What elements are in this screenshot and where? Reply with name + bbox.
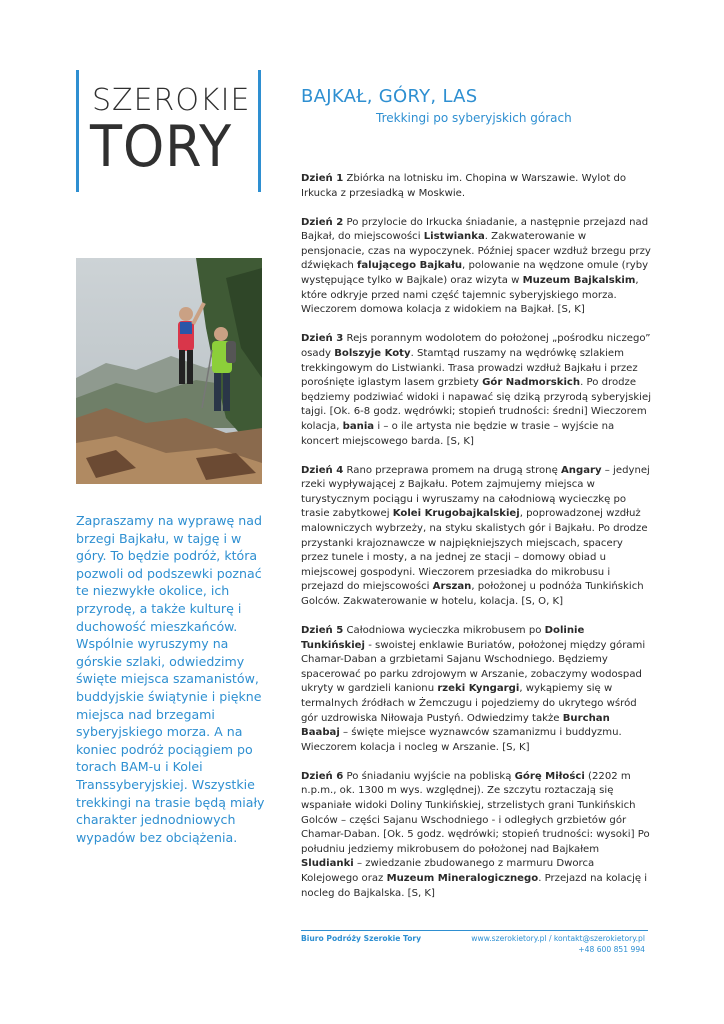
- day-text: , polowanie na wędzone omule (ryby występujące tylko w Bajkale) oraz wizyta w: [301, 260, 649, 287]
- day-highlight: Angary: [561, 464, 602, 476]
- day-highlight: falującego Bajkału: [356, 260, 463, 272]
- day-text: – święte miejsce wyznawców szamanizmu i buddyzmu. Wieczorem kolacja i nocleg w Arszanie. [S, K]: [301, 727, 622, 753]
- footer-contact-links[interactable]: www.szerokietory.pl / kontakt@szerokietory.pl: [471, 934, 645, 943]
- day-paragraph: [301, 216, 651, 318]
- day-highlight: Kolei Krugobajkalskiej: [392, 508, 520, 520]
- day-text: – jedynej rzeki wypływającej z Bajkału. Potem zajmujemy miejsca w turystycznym pociągu i wyruszamy na całodniową wycieczkę po trasie zabytkowej: [301, 464, 650, 520]
- day-text: - swoistej enklawie Buriatów, położonej między górami Chamar-Daban a grzbietami Sajanu Wschodniego. Będziemy spacerować po parku zdrojowym w Arszanie, zobaczymy wodospad ukryty w gardzieli kanionu: [301, 639, 646, 695]
- day-highlight: Arszan: [432, 581, 472, 593]
- day-highlight: Dzień 4: [301, 464, 344, 476]
- day-text: . Po drodze będziemy podziwiać widoki i napawać się dziką przyrodą syberyjskiej tajgi. [Ok. 6-8 godz. wędrówki; stopień trudności: średni] Wieczorem kolacja,: [301, 377, 651, 432]
- day-text: . Stamtąd ruszamy na wędrówkę szlakiem trekkingowym do Listwianki. Trasa prowadzi wzdłuż Bajkału i przez porośnięte iglastym lasem grzbiety: [301, 347, 638, 389]
- day-paragraph: [301, 464, 651, 610]
- day-highlight: Dolinie Tunkińskiej: [301, 625, 585, 651]
- day-text: Rejs porannym wodolotem do położonej „pośrodku niczego” osady: [301, 333, 651, 359]
- day-text: . Zakwaterowanie w pensjonacie, czas na wypoczynek. Później spacer wzdłuż brzegu przy dźwiękach: [301, 231, 651, 272]
- day-paragraph: [301, 332, 651, 449]
- day-text: , poprowadzonej wzdłuż malowniczych wybrzeży, na styku skalistych gór i Bajkału. Po drodze przystanki krajoznawcze w najpiękniejszych miejscach, spacery przez tunele i mosty, a na jednej ze stacji – domowy obiad u miejscowej gospodyni. Wieczorem przesiadka do mikrobusu i przejazd do miejscowości: [301, 508, 648, 593]
- day-highlight: Górę Miłości: [514, 770, 585, 782]
- itinerary-days: [301, 172, 651, 916]
- logo-line-2: TORY: [90, 114, 233, 180]
- footer-phone: +48 600 851 994: [578, 944, 645, 954]
- day-highlight: Dzień 5: [301, 625, 344, 637]
- day-text: , położonej u podnóża Tunkińskich Golców. Zakwaterowanie w hotelu, kolacja. [S, O, K]: [301, 581, 644, 607]
- day-text: – zwiedzanie zbudowanego z marmuru Dworca Kolejowego oraz: [301, 858, 595, 885]
- footer-divider: [301, 930, 648, 931]
- day-text: , wykąpiemy się w termalnych źródłach w Żemczugu i pojedziemy do ukrytego wśród gór uzdrowiska Niłowaja Pustyń. Odwiedzimy także: [301, 683, 637, 724]
- day-highlight: bania: [342, 420, 375, 432]
- logo-line-1: SZEROKIE: [92, 83, 251, 118]
- day-text: Po śniadaniu wyjście na pobliską: [343, 770, 515, 782]
- day-highlight: Burchan Baabaj: [301, 712, 610, 739]
- day-highlight: Dzień 6: [301, 770, 344, 782]
- day-text: Rano przeprawa promem na drugą stronę: [343, 464, 561, 476]
- intro-text: Zapraszamy na wyprawę nad brzegi Bajkału, w tajgę i w góry. To będzie podróż, która pozwoli od podszewki poznać te niezwykłe okolice, ich przyrodę, a także kulturę i duchowość mieszkańców. Wspólnie wyruszymy na górskie szlaki, odwiedzimy święte miejsca szamanistów, buddyjskie świątynie i piękne miejsca nad brzegami syberyjskiego morza. A na koniec podróż pociągiem po torach BAM-u i Kolei Transsyberyjskiej. Wszystkie trekkingi na trasie będą miały charakter jednodniowych wypadów bez obciążenia.: [76, 513, 265, 845]
- day-text: (2202 m n.p.m., ok. 1300 m wys. względnej). Ze szczytu roztaczają się wspaniałe widoki Doliny Tunkińskiej, strzelistych grani Tunkińskich Golców – części Sajanu Wschodniego - i odległych grzbietów gór Chamar-Daban. [Ok. 5 godz. wędrówki; stopień trudności: wysoki] Po południu jedziemy mikrobusem do położonej nad Bajkałem: [301, 770, 650, 855]
- trekking-photo: [76, 258, 262, 484]
- logo-bar-right: [258, 70, 261, 192]
- day-paragraph: [301, 770, 651, 901]
- day-highlight: Muzeum Mineralogicznego: [386, 873, 539, 885]
- page-title: BAJKAŁ, GÓRY, LAS: [301, 86, 478, 107]
- day-text: , które odkryje przed nami część tajemnic syberyjskiego morza. Wieczorem domowa kolacja z widokiem na Bajkał. [S, K]: [301, 275, 639, 316]
- footer-company: Biuro Podróży Szerokie Tory: [301, 934, 422, 943]
- day-highlight: Bolszyje Koty: [334, 347, 411, 359]
- logo-bar-left: [76, 70, 79, 192]
- day-text: i – o ile artysta nie będzie w trasie – wyjście na koncert miejscowego barda. [S, K]: [301, 420, 615, 447]
- day-highlight: Gór Nadmorskich: [482, 377, 581, 389]
- day-highlight: Muzeum Bajkalskim: [522, 275, 636, 287]
- page-subtitle: Trekkingi po syberyjskich górach: [376, 111, 572, 125]
- day-text: Całodniowa wycieczka mikrobusem po: [343, 625, 545, 637]
- footer-contact: [471, 934, 645, 955]
- day-text: Zbiórka na lotnisku im. Chopina w Warszawie. Wylot do Irkucka z przesiadką w Moskwie.: [301, 173, 627, 199]
- day-paragraph: [301, 172, 651, 201]
- day-text: Po przylocie do Irkucka śniadanie, a następnie przejazd nad Bajkał, do miejscowości: [301, 216, 649, 243]
- day-text: . Przejazd na kolację i nocleg do Bajkalska. [S, K]: [301, 873, 648, 899]
- day-highlight: Sludianki: [301, 858, 354, 870]
- day-paragraph: [301, 624, 651, 755]
- day-highlight: Listwianka: [423, 231, 485, 243]
- day-highlight: Dzień 3: [301, 333, 344, 345]
- day-highlight: rzeki Kyngargi: [437, 683, 520, 695]
- day-highlight: Dzień 2: [301, 216, 344, 228]
- day-highlight: Dzień 1: [301, 173, 344, 184]
